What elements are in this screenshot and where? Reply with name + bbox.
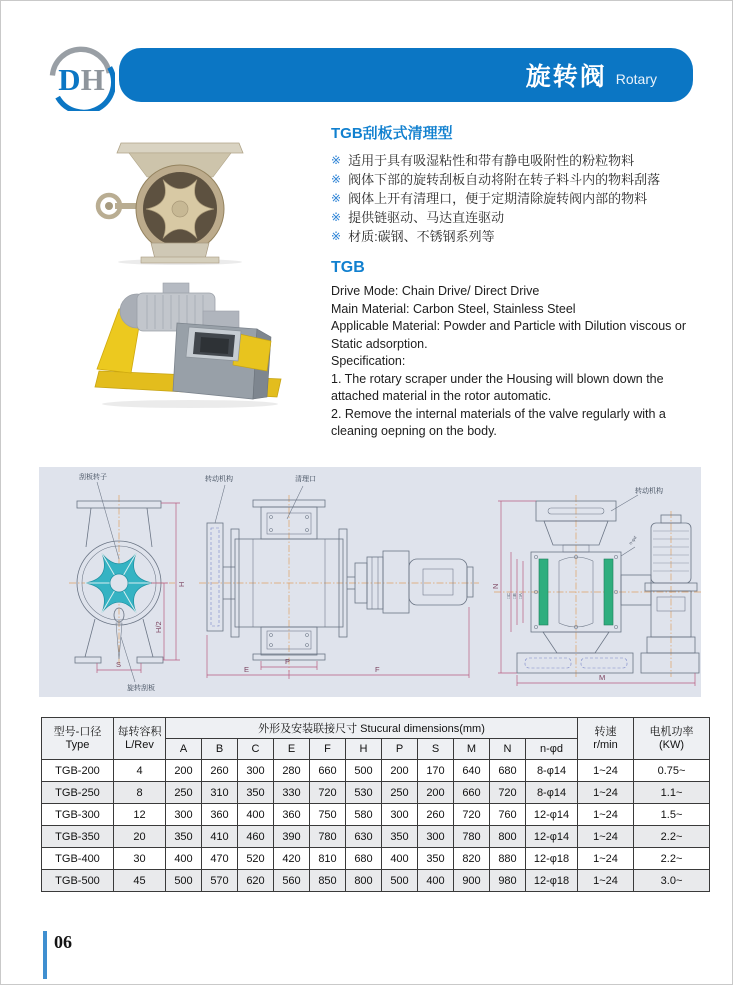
col-header-volume-zh: 每转容积 xyxy=(117,725,162,738)
cell-speed: 1~24 xyxy=(578,782,634,804)
cell-speed: 1~24 xyxy=(578,804,634,826)
cell-dim: 820 xyxy=(454,848,490,870)
col-header-type-zh: 型号-口径 xyxy=(53,725,102,738)
feature-text: 阀体下部的旋转刮板自动将附在转子料斗内的物料刮落 xyxy=(348,172,661,187)
valve-drive-photo-icon xyxy=(85,271,297,411)
page-number: 06 xyxy=(54,932,72,952)
product-photo-drive-view xyxy=(85,271,297,411)
cell-dim: 810 xyxy=(310,848,346,870)
feature-item xyxy=(331,151,731,170)
cell-dim: 12-φ14 xyxy=(526,826,578,848)
technical-drawing-panel xyxy=(39,467,701,697)
col-header-speed-zh: 转速 xyxy=(594,725,617,738)
cell-model: TGB-250 xyxy=(42,782,114,804)
cell-dim: 500 xyxy=(382,870,418,892)
cell-model: TGB-300 xyxy=(42,804,114,826)
front-view-drawing xyxy=(69,472,186,692)
cell-dim: 170 xyxy=(418,760,454,782)
footer-accent-bar xyxy=(43,931,47,979)
col-header-dim: n-φd xyxy=(526,739,578,760)
cell-volume: 8 xyxy=(114,782,166,804)
cell-dim: 300 xyxy=(166,804,202,826)
table-header-row xyxy=(42,718,710,739)
col-header-dim: C xyxy=(238,739,274,760)
cell-dim: 260 xyxy=(202,760,238,782)
cell-dim: 750 xyxy=(310,804,346,826)
dim-label-f: F xyxy=(375,665,380,674)
cell-power: 2.2~ xyxy=(634,826,710,848)
cell-volume: 4 xyxy=(114,760,166,782)
cell-dim: 780 xyxy=(310,826,346,848)
spec-line: Static adsorption. xyxy=(331,336,428,351)
cell-dim: 390 xyxy=(274,826,310,848)
cell-volume: 45 xyxy=(114,870,166,892)
table-row xyxy=(42,804,710,826)
cell-dim: 12-φ14 xyxy=(526,804,578,826)
cell-dim: 800 xyxy=(346,870,382,892)
cell-dim: 280 xyxy=(274,760,310,782)
spec-line: Drive Mode: Chain Drive/ Direct Drive xyxy=(331,284,540,298)
cell-dim: 300 xyxy=(382,804,418,826)
spec-line: Main Material: Carbon Steel, Stainless Steel xyxy=(331,301,576,316)
dim-label-e: E xyxy=(244,665,250,674)
table-row xyxy=(42,870,710,892)
cell-dim: 680 xyxy=(346,848,382,870)
cell-power: 1.5~ xyxy=(634,804,710,826)
intro-section xyxy=(331,122,731,441)
cell-dim: 620 xyxy=(238,870,274,892)
cell-dim: 640 xyxy=(454,760,490,782)
cell-dim: 400 xyxy=(382,848,418,870)
cell-dim: 460 xyxy=(238,826,274,848)
banner-title-zh: 旋转阀 xyxy=(525,63,607,91)
col-header-dim: N xyxy=(490,739,526,760)
col-header-dim: S xyxy=(418,739,454,760)
cell-dim: 780 xyxy=(454,826,490,848)
cell-power: 1.1~ xyxy=(634,782,710,804)
feature-item xyxy=(331,227,731,246)
feature-text: 材质:碳钢、不锈钢系列等 xyxy=(348,229,495,244)
cell-power: 3.0~ xyxy=(634,870,710,892)
side-view-drawing xyxy=(199,474,479,679)
cell-dim: 350 xyxy=(418,848,454,870)
cell-model: TGB-400 xyxy=(42,848,114,870)
cell-dim: 200 xyxy=(166,760,202,782)
cell-dim: 560 xyxy=(274,870,310,892)
col-header-dim: H xyxy=(346,739,382,760)
col-header-power-en: (KW) xyxy=(659,738,685,751)
logo-letter-h: H xyxy=(80,62,105,97)
dim-label-m: M xyxy=(599,673,606,682)
cell-dim: 360 xyxy=(202,804,238,826)
cell-power: 0.75~ xyxy=(634,760,710,782)
feature-text: 提供链驱动、马达直连驱动 xyxy=(348,210,505,225)
cell-speed: 1~24 xyxy=(578,826,634,848)
cell-dim: 12-φ18 xyxy=(526,848,578,870)
cell-model: TGB-350 xyxy=(42,826,114,848)
dim-label-h: H xyxy=(177,581,186,587)
cell-dim: 8-φ14 xyxy=(526,760,578,782)
col-header-power xyxy=(634,718,710,760)
cell-dim: 720 xyxy=(454,804,490,826)
col-header-dim: E xyxy=(274,739,310,760)
table-row xyxy=(42,782,710,804)
model-title: TGB xyxy=(331,259,365,276)
spec-line: 1. The rotary scraper under the Housing will blown down the xyxy=(331,371,664,386)
col-header-power-zh: 电机功率 xyxy=(649,725,694,738)
part-label-drive-side: 转动机构 xyxy=(205,476,233,483)
cell-dim: 200 xyxy=(382,760,418,782)
cell-dim: 250 xyxy=(166,782,202,804)
table-row xyxy=(42,848,710,870)
cell-dim: 720 xyxy=(490,782,526,804)
bullet-marker: ※ xyxy=(331,191,342,205)
cell-dim: 310 xyxy=(202,782,238,804)
cell-dim: 500 xyxy=(166,870,202,892)
col-header-speed-en: r/min xyxy=(593,738,618,751)
cell-dim: 400 xyxy=(418,870,454,892)
spec-line: Specification: xyxy=(331,354,406,368)
cell-dim: 760 xyxy=(490,804,526,826)
spec-line: 2. Remove the internal materials of the valve regularly with a xyxy=(331,406,666,421)
spec-table xyxy=(41,717,710,892)
cell-dim: 520 xyxy=(238,848,274,870)
feature-item xyxy=(331,208,731,227)
cell-dim: 470 xyxy=(202,848,238,870)
dim-label-n: N xyxy=(491,583,500,589)
end-view-drawing xyxy=(491,486,701,686)
cell-dim: 660 xyxy=(310,760,346,782)
cell-dim: 8-φ14 xyxy=(526,782,578,804)
dim-label-h2: H/2 xyxy=(154,621,163,633)
cell-dim: 12-φ18 xyxy=(526,870,578,892)
cell-volume: 30 xyxy=(114,848,166,870)
cell-dim: 720 xyxy=(310,782,346,804)
col-header-type-en: Type xyxy=(65,738,90,751)
col-header-speed xyxy=(578,718,634,760)
cell-dim: 570 xyxy=(202,870,238,892)
feature-text: 阀体上开有清理口，便于定期清除旋转阀内部的物料 xyxy=(348,191,648,206)
cell-dim: 350 xyxy=(382,826,418,848)
col-header-dim: P xyxy=(382,739,418,760)
col-header-type xyxy=(42,718,114,760)
feature-item xyxy=(331,170,731,189)
cell-volume: 20 xyxy=(114,826,166,848)
valve-photo-icon xyxy=(93,137,268,265)
table-head xyxy=(42,718,710,760)
cell-dim: 580 xyxy=(346,804,382,826)
cell-dim: 980 xyxy=(490,870,526,892)
part-label-drive-end: 转动机构 xyxy=(635,488,663,495)
col-header-volume-en: L/Rev xyxy=(125,738,154,751)
feature-list xyxy=(331,151,731,246)
cell-dim: 300 xyxy=(418,826,454,848)
cell-dim: 660 xyxy=(454,782,490,804)
cell-dim: 530 xyxy=(346,782,382,804)
spec-line: Applicable Material: Powder and Particle with Dilution viscous or xyxy=(331,319,687,333)
cell-dim: 400 xyxy=(166,848,202,870)
table-body xyxy=(42,760,710,892)
bullet-marker: ※ xyxy=(331,172,342,186)
dim-label-bolt-circle: n-φd xyxy=(627,535,638,546)
product-photo-front-view xyxy=(93,137,268,265)
cell-dim: 400 xyxy=(238,804,274,826)
spec-lines xyxy=(331,283,731,441)
dim-label-box-a: □A xyxy=(518,593,523,599)
part-label-rotor: 刮板转子 xyxy=(79,474,107,481)
part-label-cleaning-port: 清理口 xyxy=(295,476,316,483)
cell-dim: 680 xyxy=(490,760,526,782)
cell-dim: 330 xyxy=(274,782,310,804)
cell-model: TGB-200 xyxy=(42,760,114,782)
spec-line: cleaning oepning on the body. xyxy=(331,424,497,438)
cell-dim: 300 xyxy=(238,760,274,782)
table-row xyxy=(42,826,710,848)
cell-dim: 880 xyxy=(490,848,526,870)
part-label-scraper: 旋转刮板 xyxy=(127,685,155,692)
cell-dim: 850 xyxy=(310,870,346,892)
feature-item xyxy=(331,189,731,208)
col-header-dim: F xyxy=(310,739,346,760)
bullet-marker: ※ xyxy=(331,229,342,243)
cell-speed: 1~24 xyxy=(578,848,634,870)
cell-dim: 360 xyxy=(274,804,310,826)
cell-dim: 200 xyxy=(418,782,454,804)
cell-model: TGB-500 xyxy=(42,870,114,892)
table-row xyxy=(42,760,710,782)
col-header-dimensions: 外形及安装联接尺寸 Stucural dimensions(mm) xyxy=(166,718,578,739)
dimension-table xyxy=(41,717,710,892)
banner-title-en: Rotary xyxy=(615,71,657,87)
cell-dim: 410 xyxy=(202,826,238,848)
col-header-volume xyxy=(114,718,166,760)
col-header-dim: M xyxy=(454,739,490,760)
cell-speed: 1~24 xyxy=(578,760,634,782)
cell-dim: 630 xyxy=(346,826,382,848)
cell-power: 2.2~ xyxy=(634,848,710,870)
bullet-marker: ※ xyxy=(331,210,342,224)
cell-dim: 500 xyxy=(346,760,382,782)
dim-label-box-b: □B xyxy=(512,593,517,599)
cell-dim: 350 xyxy=(238,782,274,804)
series-title: TGB刮板式清理型 xyxy=(331,125,453,142)
cell-volume: 12 xyxy=(114,804,166,826)
dim-label-s: S xyxy=(116,660,122,669)
cell-dim: 900 xyxy=(454,870,490,892)
company-logo xyxy=(47,43,115,111)
dim-label-box-c: □C xyxy=(506,593,511,599)
bullet-marker: ※ xyxy=(331,153,342,167)
col-header-dim: B xyxy=(202,739,238,760)
dim-label-p: P xyxy=(285,657,291,666)
spec-line: attached material in the rotor automatic. xyxy=(331,389,552,403)
cell-dim: 800 xyxy=(490,826,526,848)
feature-text: 适用于具有吸湿粘性和带有静电吸附性的粉粒物料 xyxy=(348,153,635,168)
section-banner xyxy=(119,48,693,102)
cell-dim: 260 xyxy=(418,804,454,826)
dh-logo-icon xyxy=(47,43,115,111)
cell-dim: 420 xyxy=(274,848,310,870)
logo-letter-d: D xyxy=(58,62,81,97)
col-header-dim: A xyxy=(166,739,202,760)
cell-dim: 250 xyxy=(382,782,418,804)
cell-dim: 350 xyxy=(166,826,202,848)
cell-speed: 1~24 xyxy=(578,870,634,892)
